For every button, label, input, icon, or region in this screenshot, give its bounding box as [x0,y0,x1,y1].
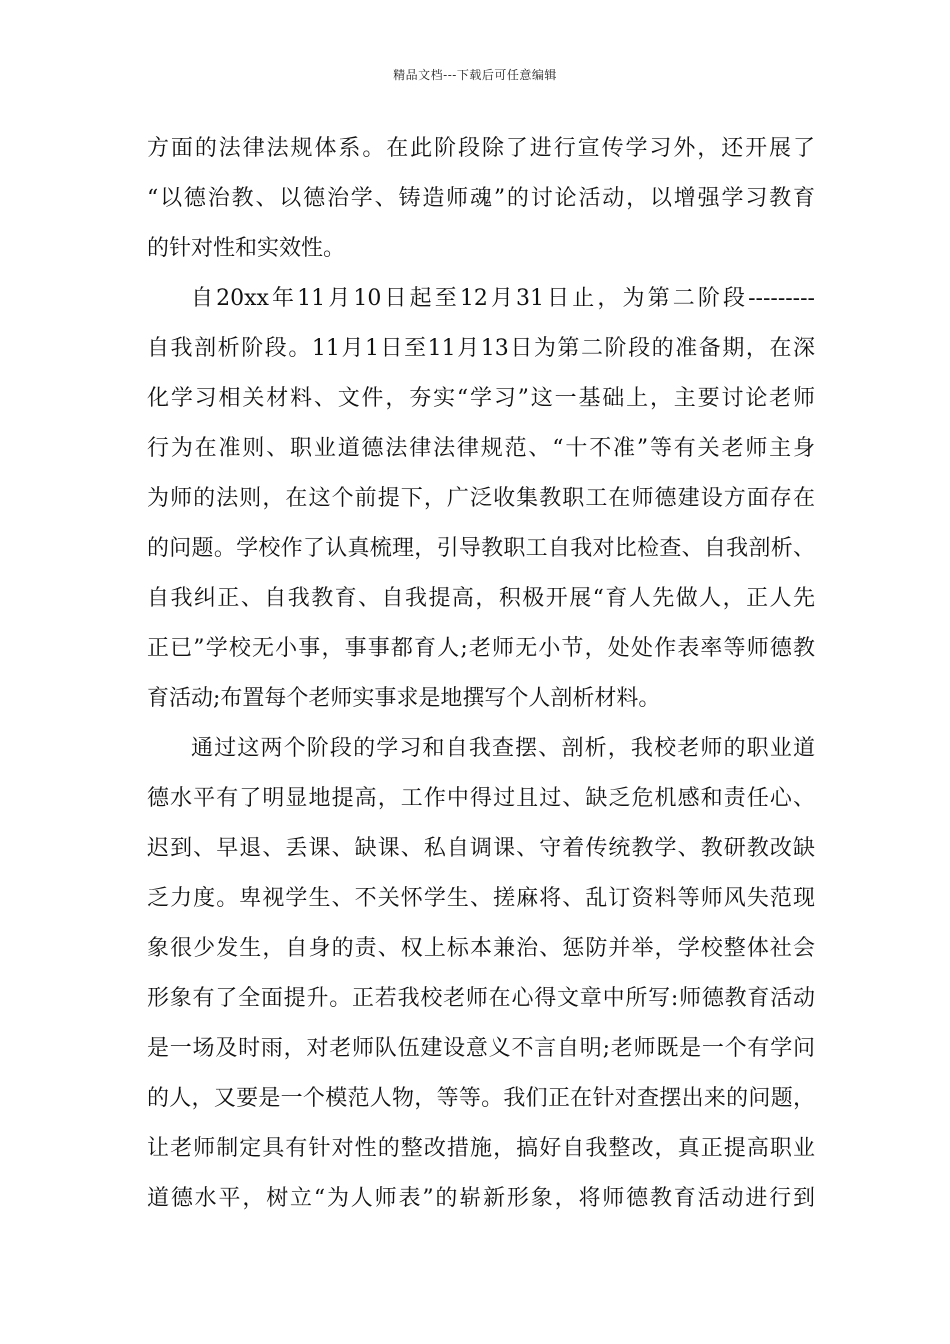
text-line: 为师的法则，在这个前提下，广泛收集教职工在师德建设方面存在 [147,486,815,511]
text-line: 自我纠正、自我教育、自我提高，积极开展“育人先做人，正人先 [147,586,815,611]
paragraph [147,724,815,1224]
text-line: 化学习相关材料、文件，夯实“学习”这一基础上，主要讨论老师 [147,386,815,411]
text-line: 行为在准则、职业道德法律法律规范、“十不准”等有关老师主身 [147,436,815,461]
text-line: 德水平有了明显地提高，工作中得过且过、缺乏危机感和责任心、 [147,786,815,811]
text-line: 形象有了全面提升。正若我校老师在心得文章中所写:师德教育活动 [147,986,815,1011]
text-line: 育活动;布置每个老师实事求是地撰写个人剖析材料。 [147,686,661,711]
text-line: 自我剖析阶段。11月1日至11月13日为第二阶段的准备期，在深 [147,336,815,361]
page-header: 精品文档---下载后可任意编辑 [393,68,557,82]
text-line: 道德水平，树立“为人师表”的崭新形象，将师德教育活动进行到 [147,1186,815,1211]
text-line: “以德治教、以德治学、铸造师魂”的讨论活动，以增强学习教育 [147,186,815,211]
text-line: 的问题。学校作了认真梳理，引导教职工自我对比检查、自我剖析、 [147,536,815,561]
text-line: 迟到、早退、丢课、缺课、私自调课、守着传统教学、教研教改缺 [147,836,815,861]
document-body [147,124,815,1224]
text-line: 的针对性和实效性。 [147,236,346,261]
paragraph [147,124,815,274]
text-line: 象很少发生，自身的责、权上标本兼治、惩防并举，学校整体社会 [147,936,815,961]
text-line: 是一场及时雨，对老师队伍建设意义不言自明;老师既是一个有学问 [147,1036,815,1061]
text-line: 的人，又要是一个模范人物，等等。我们正在针对查摆出来的问题， [147,1086,815,1111]
text-line: 让老师制定具有针对性的整改措施，搞好自我整改，真正提高职业 [147,1136,815,1161]
paragraph [147,274,815,724]
text-line: 自20xx年11月10日起至12月31日止，为第二阶段--------- [191,286,815,311]
text-line: 正已”学校无小事，事事都育人;老师无小节，处处作表率等师德教 [147,636,815,661]
text-line: 方面的法律法规体系。在此阶段除了进行宣传学习外，还开展了 [147,136,815,161]
text-line: 乏力度。卑视学生、不关怀学生、搓麻将、乱订资料等师风失范现 [147,886,815,911]
text-line: 通过这两个阶段的学习和自我查摆、剖析，我校老师的职业道 [191,736,815,761]
